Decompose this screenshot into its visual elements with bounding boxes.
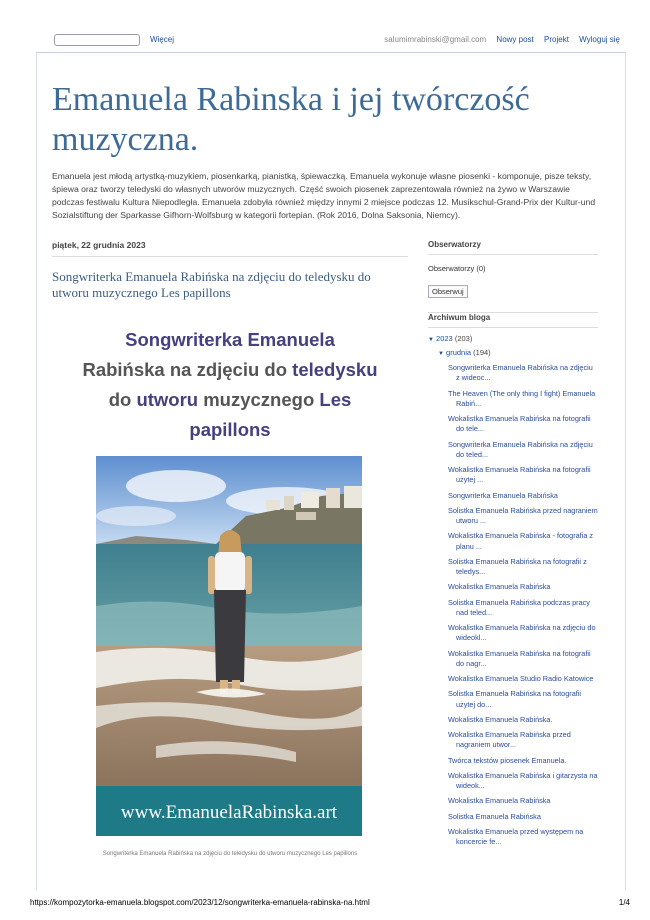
expand-triangle-icon[interactable]: ▼ <box>438 351 444 357</box>
archive-post-link[interactable]: Wokalistka Emanuela Rabińska i gitarzysta na wideok... <box>448 770 598 791</box>
observers-count: Obserwatorzy (0) <box>428 264 486 273</box>
main-column <box>52 240 408 857</box>
print-footer <box>30 898 630 907</box>
archive-post-link[interactable]: Songwriterka Emanuela Rabińska na zdjęciu z wideoc... <box>448 363 593 383</box>
heading-part: Les <box>319 389 352 410</box>
sidebar <box>428 240 598 853</box>
blog-title[interactable]: Emanuela Rabinska i jej twórczość muzyczna. <box>52 81 530 158</box>
archive-post-link[interactable]: The Heaven (The only thing I fight) Emanuela Rabiń... <box>448 388 596 408</box>
archive-year-label[interactable]: 2023 <box>436 334 453 343</box>
archive-year-count: (203) <box>454 334 473 343</box>
blogger-navbar <box>50 32 626 50</box>
search-input[interactable] <box>54 34 140 46</box>
observers-heading: Obserwatorzy <box>428 240 598 255</box>
archive-year[interactable] <box>428 334 598 343</box>
heading-part: Rabińska na zdjęciu do <box>82 359 288 380</box>
archive-post-link[interactable]: Wokalistka Emanuela Studio Radio Katowice <box>448 674 594 684</box>
post-date: piątek, 22 grudnia 2023 <box>52 240 408 257</box>
post-photo[interactable] <box>96 456 362 836</box>
archive-month-label[interactable]: grudnia <box>446 348 472 357</box>
archive-post-link[interactable]: Solistka Emanuela Rabińska <box>448 811 541 821</box>
archive-post-link[interactable]: Wokalistka Emanuela Rabińska na zdjęciu do wideokl... <box>448 623 596 643</box>
heading-part: Songwriterka Emanuela <box>125 329 335 350</box>
archive-post-link[interactable]: Wokalistka Emanuela Rabińska. <box>448 714 553 724</box>
expand-triangle-icon[interactable]: ▼ <box>428 337 434 343</box>
photo-watermark: www.EmanuelaRabinska.art <box>120 802 338 823</box>
archive-post-link[interactable]: Wokalistka Emanuela Rabińska na fotografii użytej ... <box>448 465 591 485</box>
page-number: 1/4 <box>618 898 630 907</box>
new-post-link[interactable]: Nowy post <box>496 35 534 44</box>
archive-post-link[interactable]: Songwriterka Emanuela Rabińska na zdjęciu do teled... <box>448 439 593 459</box>
navbar-right <box>376 35 620 44</box>
design-link[interactable]: Projekt <box>544 35 569 44</box>
archive-heading: Archiwum bloga <box>428 313 598 328</box>
heading-part: muzycznego <box>203 389 315 410</box>
archive-post-link[interactable]: Wokalistka Emanuela Rabińska na fotografii do tele... <box>448 414 591 434</box>
archive-post-link[interactable]: Wokalistka Emanuela Rabińska przed nagraniem utwor... <box>448 730 571 750</box>
post-title[interactable]: Songwriterka Emanuela Rabińska na zdjęciu do teledysku do utworu muzycznego Les papillons <box>52 269 371 300</box>
user-email: salumimrabinski@gmail.com <box>384 35 487 44</box>
archive-post-link[interactable]: Solistka Emanuela Rabińska na fotografii użytej do... <box>448 689 582 709</box>
archive-post-link[interactable]: Wokalistka Emanuela Rabińska - fotografia z planu ... <box>448 531 594 551</box>
heading-part: utworu <box>136 389 199 410</box>
archive-post-link[interactable]: Wokalistka Emanuela Rabińska <box>448 582 551 592</box>
archive-post-link[interactable]: Wokalistka Emanuela Rabińska <box>448 796 551 806</box>
more-link[interactable]: Więcej <box>150 35 175 44</box>
archive-month-count: (194) <box>473 348 491 357</box>
archive-post-link[interactable]: Solistka Emanuela Rabińska na fotografii z teledys... <box>448 556 587 576</box>
heading-part: papillons <box>189 419 271 440</box>
post-heading <box>52 325 408 445</box>
logout-link[interactable]: Wyloguj się <box>579 35 620 44</box>
page-url: https://kompozytorka-emanuela.blogspot.com/2023/12/songwriterka-emanuela-rabinska-na.html <box>30 898 370 907</box>
heading-part: do <box>108 389 132 410</box>
archive-month[interactable] <box>438 348 598 357</box>
follow-button[interactable]: Obserwuj <box>428 285 468 298</box>
archive-post-link[interactable]: Twórca tekstów piosenek Emanuela. <box>448 755 567 765</box>
blog-description: Emanuela jest młodą artystką-muzykiem, piosenkarką, pianistką, śpiewaczką. Emanuela wykonuje własne piosenki - komponuje, pisze teksty, śpiewa oraz tworzy teledyski do własnych utworów muzycznych. Część swoich piosenek zaprezentowała również na żywo w Warszawie podczas festiwalu Kultura Niepodległa. Emanuela zdobyła również między innymi 2 miejsce podczas 12. Musikschul-Grand-Prix der Kultur-und Sozialstiftung der Sparkasse Gifhorn-Wolfsburg w kategorii fortepian. (Rok 2016, Dolna Saksonia, Niemcy). <box>52 171 596 220</box>
photo-caption: Songwriterka Emanuela Rabińska na zdjęciu do teledysku do utworu muzycznego Les papillons <box>102 851 358 857</box>
archive-post-list <box>428 363 598 847</box>
archive-post-link[interactable]: Wokalistka Emanuela Rabińska na fotografii do nagr... <box>448 648 591 668</box>
archive-post-link[interactable]: Solistka Emanuela Rabińska przed nagraniem utworu ... <box>448 505 598 525</box>
archive-post-link[interactable]: Wokalistka Emanuela przed występem na koncercie fe... <box>448 827 584 847</box>
archive-post-link[interactable]: Songwriterka Emanuela Rabińska <box>448 490 558 500</box>
heading-part: teledysku <box>292 359 378 380</box>
archive-post-link[interactable]: Solistka Emanuela Rabińska podczas pracy nad teled... <box>448 597 590 617</box>
